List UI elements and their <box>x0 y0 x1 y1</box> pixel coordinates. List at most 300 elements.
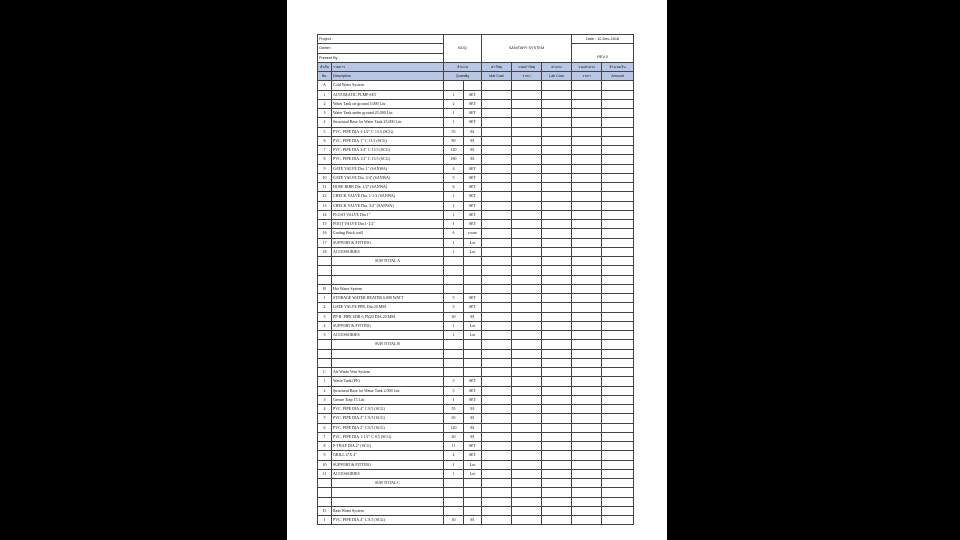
cost-cell <box>572 303 602 312</box>
cost-cell <box>512 395 542 404</box>
cost-cell <box>572 99 602 108</box>
row-unit: SET <box>464 395 482 404</box>
row-description: GATE VALVE Dia. 3/4" (SANWA) <box>332 173 444 182</box>
cost-cell <box>482 432 512 441</box>
table-row <box>318 118 634 127</box>
cost-cell <box>482 321 512 330</box>
row-description <box>332 349 444 358</box>
cost-cell <box>572 451 602 460</box>
cost-cell <box>572 432 602 441</box>
row-quantity: 1 <box>444 469 464 478</box>
cost-cell <box>572 109 602 118</box>
row-description <box>332 358 444 367</box>
cost-cell <box>572 275 602 284</box>
row-quantity: 1 <box>444 210 464 219</box>
cost-cell <box>602 349 634 358</box>
row-number: 9 <box>318 164 332 173</box>
row-unit: SET <box>464 109 482 118</box>
cost-cell <box>542 331 572 340</box>
cost-cell <box>572 331 602 340</box>
cost-cell <box>602 275 634 284</box>
owner-label: Owner : <box>318 44 444 53</box>
row-description: SUPPORT & FITTING <box>332 460 444 469</box>
row-number: B <box>318 284 332 293</box>
cost-cell <box>542 238 572 247</box>
row-quantity: 180 <box>444 155 464 164</box>
cost-cell <box>512 451 542 460</box>
row-unit <box>464 349 482 358</box>
cost-cell <box>482 331 512 340</box>
cost-cell <box>482 423 512 432</box>
row-quantity: 1 <box>444 247 464 256</box>
row-quantity: 30 <box>444 312 464 321</box>
cost-cell <box>512 155 542 164</box>
row-description: Water Tank under ground 25,000 Litr. <box>332 109 444 118</box>
cost-cell <box>572 506 602 515</box>
cost-cell <box>572 220 602 229</box>
cost-cell <box>602 469 634 478</box>
row-description: SUPPORT & FITTING <box>332 238 444 247</box>
row-number: 1 <box>318 516 332 525</box>
table-row <box>318 275 634 284</box>
cost-cell <box>542 340 572 349</box>
row-unit: M. <box>464 423 482 432</box>
row-description: Hot Water System <box>332 284 444 293</box>
row-description: SUB TOTAL B <box>332 340 444 349</box>
row-unit: SET <box>464 164 482 173</box>
table-row <box>318 247 634 256</box>
table-row <box>318 321 634 330</box>
row-unit <box>464 257 482 266</box>
row-unit: M. <box>464 127 482 136</box>
cost-cell <box>602 81 634 90</box>
cost-cell <box>482 414 512 423</box>
row-number: 6 <box>318 136 332 145</box>
cost-cell <box>512 257 542 266</box>
row-description: PVC. PIPE DIA.3" C 8.5 (SCG) <box>332 414 444 423</box>
table-row <box>318 266 634 275</box>
cost-cell <box>482 229 512 238</box>
rev-label: REV.0 <box>572 53 634 62</box>
row-quantity: 2 <box>444 201 464 210</box>
table-row <box>318 99 634 108</box>
cost-cell <box>512 247 542 256</box>
table-row <box>318 238 634 247</box>
cost-cell <box>482 109 512 118</box>
cost-cell <box>572 395 602 404</box>
cost-cell <box>482 220 512 229</box>
table-row <box>318 460 634 469</box>
cost-cell <box>572 312 602 321</box>
row-quantity <box>444 81 464 90</box>
row-number: 10 <box>318 460 332 469</box>
row-quantity: 40 <box>444 432 464 441</box>
table-row <box>318 164 634 173</box>
cost-cell <box>572 340 602 349</box>
cost-cell <box>512 81 542 90</box>
row-description: PVC. PIPE DIA.4" C 8.5 (SCG) <box>332 516 444 525</box>
cost-cell <box>482 479 512 488</box>
cost-cell <box>482 442 512 451</box>
cost-cell <box>482 81 512 90</box>
table-row <box>318 349 634 358</box>
cost-cell <box>542 312 572 321</box>
row-quantity: 5 <box>444 386 464 395</box>
cost-cell <box>572 81 602 90</box>
row-description: HOSE BIBB Dia. 1/2" (SANWA) <box>332 183 444 192</box>
cost-cell <box>602 488 634 497</box>
cost-cell <box>512 386 542 395</box>
table-row <box>318 284 634 293</box>
cost-cell <box>572 155 602 164</box>
cost-cell <box>572 164 602 173</box>
cost-cell <box>602 173 634 182</box>
cost-cell <box>572 488 602 497</box>
cost-cell <box>512 146 542 155</box>
column-header-thai: ลำดับ รายการ จำนวน ค่าวัสดุ รวมค่าวัสดุ ค่าแรง รวมค่าแรง จำนวนเงิน <box>318 62 634 71</box>
cost-cell <box>512 414 542 423</box>
cost-cell <box>512 349 542 358</box>
row-number <box>318 479 332 488</box>
row-description: Air Waste Vent System <box>332 368 444 377</box>
row-description: Grease Trap 15 Litr. <box>332 395 444 404</box>
row-unit <box>464 368 482 377</box>
row-quantity <box>444 349 464 358</box>
cost-cell <box>572 460 602 469</box>
cost-cell <box>512 303 542 312</box>
cost-cell <box>482 90 512 99</box>
cost-cell <box>482 358 512 367</box>
cost-cell <box>572 257 602 266</box>
cost-cell <box>482 99 512 108</box>
row-unit <box>464 340 482 349</box>
cost-cell <box>542 99 572 108</box>
row-number: 4 <box>318 118 332 127</box>
cost-cell <box>512 275 542 284</box>
row-number: 3 <box>318 312 332 321</box>
cost-cell <box>482 349 512 358</box>
row-number: 11 <box>318 183 332 192</box>
row-number: 7 <box>318 432 332 441</box>
cost-cell <box>602 99 634 108</box>
cost-cell <box>542 414 572 423</box>
cost-cell <box>572 238 602 247</box>
row-number: A <box>318 81 332 90</box>
cost-cell <box>542 183 572 192</box>
cost-cell <box>482 201 512 210</box>
cost-cell <box>602 414 634 423</box>
cost-cell <box>542 506 572 515</box>
row-quantity: 1 <box>444 109 464 118</box>
row-description: PVC. PIPE DIA.4" C 8.5 (SCG) <box>332 405 444 414</box>
row-unit: Lot <box>464 460 482 469</box>
cost-cell <box>542 294 572 303</box>
row-unit: Lot <box>464 469 482 478</box>
cost-cell <box>542 497 572 506</box>
cost-cell <box>542 257 572 266</box>
cost-cell <box>572 183 602 192</box>
row-quantity: 120 <box>444 146 464 155</box>
cost-cell <box>512 321 542 330</box>
row-number <box>318 266 332 275</box>
row-number: 8 <box>318 155 332 164</box>
table-row <box>318 451 634 460</box>
cost-cell <box>602 423 634 432</box>
row-number: 3 <box>318 395 332 404</box>
cost-cell <box>542 229 572 238</box>
row-quantity: 80 <box>444 136 464 145</box>
cost-cell <box>602 294 634 303</box>
project-label: Project : <box>318 35 444 44</box>
cost-cell <box>542 479 572 488</box>
cost-cell <box>602 405 634 414</box>
cost-cell <box>482 451 512 460</box>
cost-cell <box>572 118 602 127</box>
row-number: 11 <box>318 469 332 478</box>
row-unit: SET <box>464 451 482 460</box>
row-quantity: 1 <box>444 238 464 247</box>
row-description: SUB TOTAL A <box>332 257 444 266</box>
cost-cell <box>542 423 572 432</box>
cost-cell <box>602 201 634 210</box>
row-quantity: 6 <box>444 183 464 192</box>
document-page <box>287 0 667 540</box>
cost-cell <box>512 284 542 293</box>
cost-cell <box>512 201 542 210</box>
table-row <box>318 312 634 321</box>
row-description <box>332 275 444 284</box>
cost-cell <box>572 136 602 145</box>
cost-cell <box>572 405 602 414</box>
row-unit: SET <box>464 201 482 210</box>
row-description: SUPPORT & FITTING <box>332 321 444 330</box>
table-row <box>318 155 634 164</box>
cost-cell <box>542 284 572 293</box>
cost-cell <box>602 386 634 395</box>
row-unit: SET <box>464 377 482 386</box>
cost-cell <box>512 127 542 136</box>
cost-cell <box>482 506 512 515</box>
row-description: Water Tank on ground 5,000 Litr. <box>332 99 444 108</box>
row-quantity: 4 <box>444 164 464 173</box>
cost-cell <box>542 488 572 497</box>
cost-cell <box>512 479 542 488</box>
row-quantity <box>444 358 464 367</box>
table-row <box>318 358 634 367</box>
cost-cell <box>602 164 634 173</box>
cost-cell <box>542 358 572 367</box>
row-quantity <box>444 284 464 293</box>
cost-cell <box>482 284 512 293</box>
row-number: 12 <box>318 192 332 201</box>
row-description: PVC. PIPE DIA.2" C 8.5 (SCG) <box>332 423 444 432</box>
row-number: C <box>318 368 332 377</box>
cost-cell <box>602 155 634 164</box>
cost-cell <box>572 442 602 451</box>
cost-cell <box>512 220 542 229</box>
row-number: 18 <box>318 247 332 256</box>
row-unit: SET <box>464 303 482 312</box>
row-number: 15 <box>318 220 332 229</box>
cost-cell <box>572 229 602 238</box>
row-number: 7 <box>318 146 332 155</box>
table-row <box>318 331 634 340</box>
row-description: PVC. PIPE DIA.1-1/2" C 13.5 (SCG) <box>332 127 444 136</box>
row-number: 14 <box>318 210 332 219</box>
cost-cell <box>542 173 572 182</box>
table-row <box>318 81 634 90</box>
cost-cell <box>512 423 542 432</box>
cost-cell <box>572 516 602 525</box>
present-label: Present By : <box>318 53 444 62</box>
row-quantity: 6 <box>444 229 464 238</box>
cost-cell <box>482 210 512 219</box>
row-number: 1 <box>318 377 332 386</box>
row-number <box>318 358 332 367</box>
cost-cell <box>602 358 634 367</box>
cost-cell <box>602 442 634 451</box>
row-unit: SET <box>464 442 482 451</box>
table-row <box>318 395 634 404</box>
row-unit <box>464 506 482 515</box>
cost-cell <box>542 109 572 118</box>
row-number <box>318 349 332 358</box>
row-description: Structural Base for Waste Tank 2,000 Litr. <box>332 386 444 395</box>
cost-cell <box>482 127 512 136</box>
cost-cell <box>542 266 572 275</box>
cost-cell <box>602 238 634 247</box>
cost-cell <box>542 127 572 136</box>
row-number: D <box>318 506 332 515</box>
cost-cell <box>542 516 572 525</box>
table-row <box>318 405 634 414</box>
cost-cell <box>512 173 542 182</box>
row-number: 2 <box>318 303 332 312</box>
cost-cell <box>542 377 572 386</box>
row-quantity: 65 <box>444 414 464 423</box>
cost-cell <box>542 395 572 404</box>
row-unit <box>464 488 482 497</box>
row-quantity: 1 <box>444 220 464 229</box>
cost-cell <box>512 488 542 497</box>
cost-cell <box>482 294 512 303</box>
row-unit: room <box>464 229 482 238</box>
row-number <box>318 497 332 506</box>
row-quantity: 120 <box>444 423 464 432</box>
cost-cell <box>602 432 634 441</box>
subtotal-row <box>318 257 634 266</box>
row-quantity: 5 <box>444 303 464 312</box>
row-description: STORAGE WATER HEATER 6,000 WATT <box>332 294 444 303</box>
cost-cell <box>602 284 634 293</box>
cost-cell <box>482 238 512 247</box>
cost-cell <box>602 377 634 386</box>
row-quantity: 1 <box>444 192 464 201</box>
cost-cell <box>602 266 634 275</box>
cost-cell <box>542 118 572 127</box>
cost-cell <box>512 377 542 386</box>
row-unit <box>464 358 482 367</box>
cost-cell <box>512 183 542 192</box>
row-unit: M. <box>464 155 482 164</box>
row-unit: M. <box>464 432 482 441</box>
cost-cell <box>602 247 634 256</box>
cost-cell <box>602 303 634 312</box>
cost-cell <box>512 118 542 127</box>
row-quantity <box>444 340 464 349</box>
cost-cell <box>512 109 542 118</box>
table-row <box>318 469 634 478</box>
cost-cell <box>482 488 512 497</box>
cost-cell <box>482 257 512 266</box>
cost-cell <box>542 164 572 173</box>
cost-cell <box>542 136 572 145</box>
row-number: 1 <box>318 90 332 99</box>
row-unit <box>464 275 482 284</box>
cost-cell <box>542 220 572 229</box>
cost-cell <box>482 377 512 386</box>
row-number: 5 <box>318 414 332 423</box>
row-number <box>318 275 332 284</box>
cost-cell <box>572 321 602 330</box>
row-quantity: 1 <box>444 321 464 330</box>
cost-cell <box>482 312 512 321</box>
cost-cell <box>602 183 634 192</box>
cost-cell <box>512 229 542 238</box>
table-row <box>318 109 634 118</box>
cost-cell <box>482 247 512 256</box>
cost-cell <box>542 81 572 90</box>
row-description: PVC. PIPE DIA.1" C 13.5 (SCG) <box>332 136 444 145</box>
row-quantity: 2 <box>444 99 464 108</box>
column-header: No. Description Quantity Mat Cost ราคา Lab Cost ราคา Amount <box>318 72 634 81</box>
cost-cell <box>482 118 512 127</box>
cost-cell <box>512 368 542 377</box>
row-number: 2 <box>318 386 332 395</box>
row-unit: M. <box>464 516 482 525</box>
row-unit: SET <box>464 294 482 303</box>
cost-cell <box>572 173 602 182</box>
cost-cell <box>482 164 512 173</box>
row-description: SUB TOTAL C <box>332 479 444 488</box>
table-row <box>318 377 634 386</box>
cost-cell <box>572 414 602 423</box>
row-unit: M. <box>464 312 482 321</box>
cost-cell <box>482 146 512 155</box>
cost-cell <box>542 460 572 469</box>
row-number: 4 <box>318 321 332 330</box>
cost-cell <box>602 516 634 525</box>
row-unit: Lot <box>464 247 482 256</box>
cost-cell <box>512 432 542 441</box>
cost-cell <box>482 136 512 145</box>
cost-cell <box>572 201 602 210</box>
cost-cell <box>602 368 634 377</box>
cost-cell <box>572 386 602 395</box>
cost-cell <box>482 340 512 349</box>
table-row <box>318 90 634 99</box>
cost-cell <box>602 118 634 127</box>
cost-cell <box>602 146 634 155</box>
cost-cell <box>542 155 572 164</box>
cost-cell <box>482 155 512 164</box>
cost-cell <box>542 201 572 210</box>
cost-cell <box>512 516 542 525</box>
row-quantity <box>444 266 464 275</box>
row-quantity <box>444 479 464 488</box>
subtotal-row <box>318 479 634 488</box>
table-row <box>318 414 634 423</box>
